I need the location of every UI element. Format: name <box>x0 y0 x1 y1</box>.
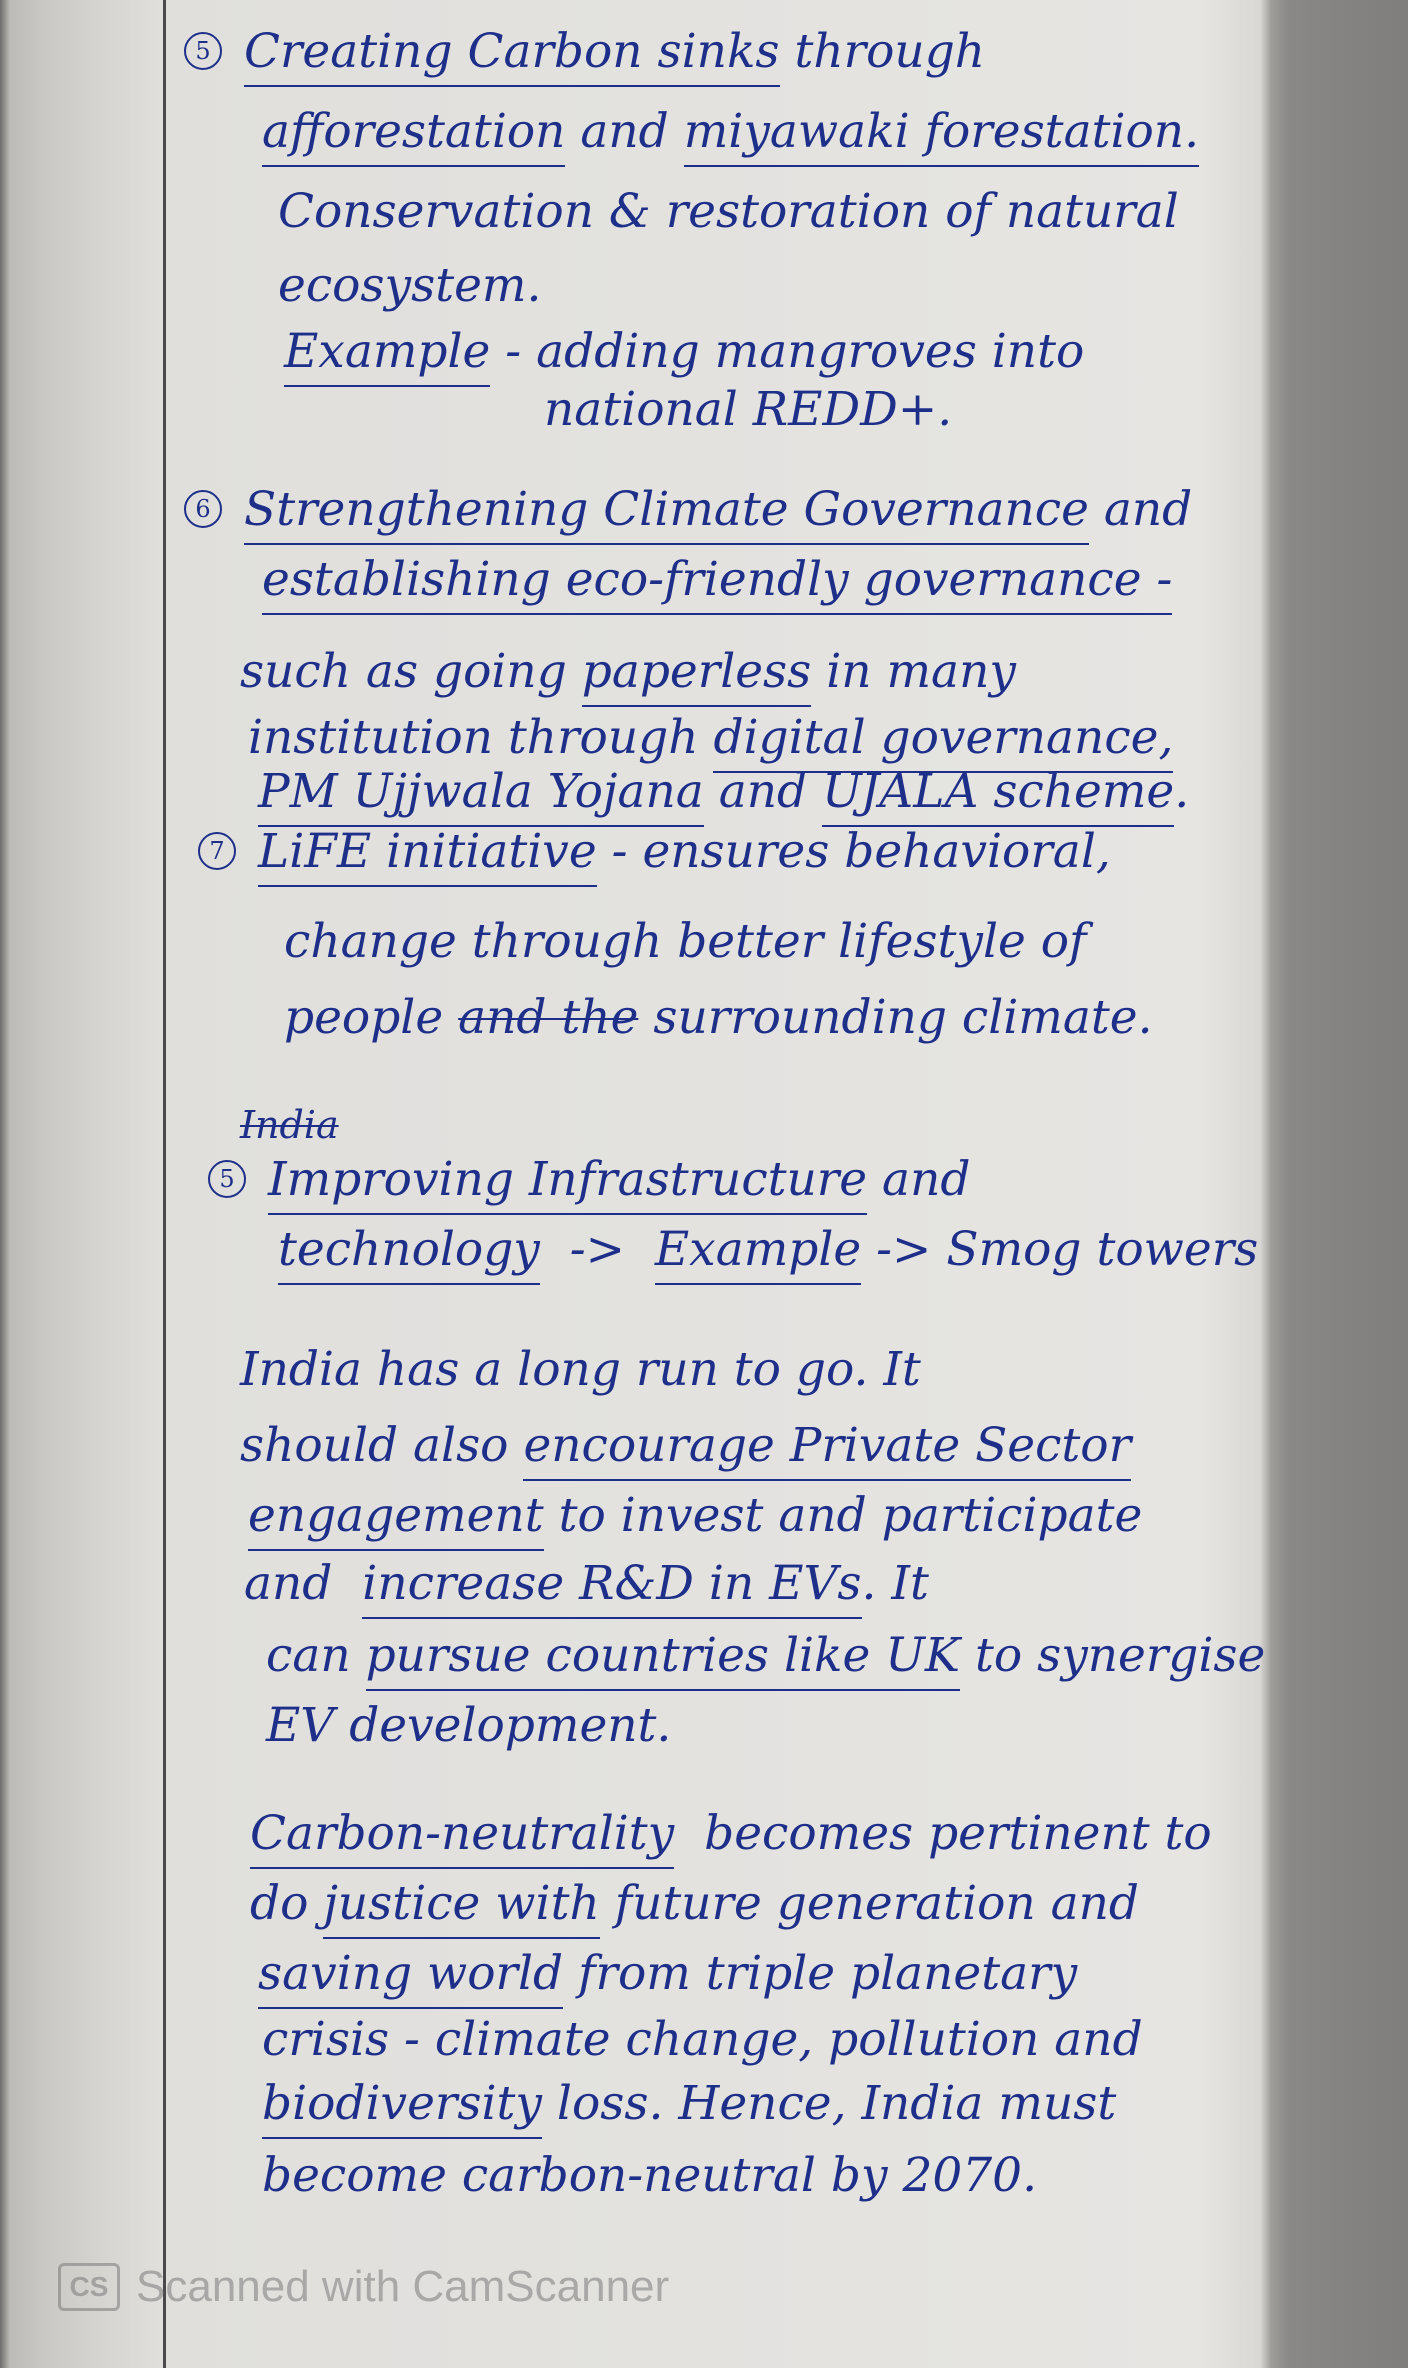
para1-l5-c: to synergise <box>974 1628 1266 1683</box>
point6-heading-line <box>184 482 1193 537</box>
point6-and-text: and <box>718 764 808 819</box>
para1-line2 <box>240 1418 1132 1473</box>
para2-l2-a: do <box>250 1876 309 1931</box>
point8-example-label: Example <box>655 1222 861 1285</box>
para1-line4 <box>244 1556 929 1611</box>
point5-example-label: Example <box>284 324 490 387</box>
point7-heading: LiFE initiative <box>258 824 597 887</box>
point7-marker: 7 <box>198 832 236 870</box>
arrow-text: -> <box>569 1222 625 1277</box>
point8-line2 <box>278 1222 1259 1277</box>
point8-marker: 5 <box>208 1160 246 1198</box>
camscanner-watermark <box>58 2262 669 2312</box>
para1-line1: India has a long run to go. It <box>240 1342 921 1397</box>
point5-marker: 5 <box>184 32 222 70</box>
technology-text: technology <box>278 1222 540 1285</box>
point5-example-line <box>284 324 1085 379</box>
point7-text: - ensures behavioral, <box>611 824 1111 879</box>
point7-line3-b: surrounding climate. <box>653 990 1153 1045</box>
private-sector-text: encourage Private Sector <box>523 1418 1131 1481</box>
point8-heading-line <box>208 1152 971 1207</box>
para2-line4: crisis - climate change, pollution and <box>262 2012 1143 2067</box>
miyawaki-text: miyawaki forestation. <box>684 104 1199 167</box>
carbon-neutrality-text: Carbon-neutrality <box>250 1806 674 1869</box>
point6-line5 <box>258 764 1190 819</box>
para2-line6: become carbon-neutral by 2070. <box>262 2148 1038 2203</box>
point7-heading-line <box>198 824 1111 879</box>
point5-example-text: - adding mangroves into <box>505 324 1085 379</box>
para2-line3 <box>258 1946 1078 2001</box>
biodiversity-text: biodiversity <box>262 2076 542 2139</box>
point6-line4 <box>248 710 1174 765</box>
ujala-scheme-text: UJALA scheme <box>822 764 1174 827</box>
digital-governance-text: digital governance, <box>713 710 1173 773</box>
para1-l3-b: to invest and participate <box>558 1488 1143 1543</box>
para2-line2 <box>250 1876 1140 1931</box>
para1-line6: EV development. <box>266 1698 672 1753</box>
para2-line5 <box>262 2076 1117 2131</box>
point5-heading-line <box>184 24 986 79</box>
point8-struck-word <box>240 1103 339 1147</box>
para2-l5-b: loss. Hence, India must <box>556 2076 1117 2131</box>
para2-line1 <box>250 1806 1212 1861</box>
point6-heading-tail: and <box>1103 482 1193 537</box>
para2-l3-b: from triple planetary <box>578 1946 1078 2001</box>
para2-l1-b: becomes pertinent to <box>704 1806 1212 1861</box>
saving-world-text: saving world <box>258 1946 563 2009</box>
point5-heading-tail: through <box>794 24 986 79</box>
engagement-text: engagement <box>248 1488 544 1551</box>
para1-l2-a: should also <box>240 1418 509 1473</box>
justice-text: justice with <box>323 1876 599 1939</box>
point5-line4: ecosystem. <box>278 258 542 313</box>
point6-line3-c: in many <box>826 644 1016 699</box>
para1-line3 <box>248 1488 1143 1543</box>
point6-line2-text: establishing eco-friendly governance - <box>262 552 1172 615</box>
paper-edge <box>1262 0 1272 2368</box>
point6-period: . <box>1174 764 1190 819</box>
point5-line2 <box>262 104 1200 159</box>
point8-heading: Improving Infrastructure <box>268 1152 867 1215</box>
point5-example-cont: national REDD+. <box>544 382 953 437</box>
paperless-text: paperless <box>582 644 812 707</box>
point6-line2 <box>262 552 1173 607</box>
watermark-text: Scanned with CamScanner <box>136 2262 670 2311</box>
and-text: and <box>580 104 669 159</box>
para2-l2-c: future generation and <box>614 1876 1140 1931</box>
point6-line3-a: such as going <box>240 644 567 699</box>
struck-india-text: India <box>240 1103 339 1147</box>
point8-heading-tail: and <box>882 1152 971 1207</box>
margin-line <box>163 0 166 2368</box>
para1-l4-a: and <box>244 1556 333 1611</box>
point7-line2: change through better lifestyle of <box>284 914 1087 969</box>
pursue-countries-text: pursue countries like UK <box>366 1628 960 1691</box>
point5-heading: Creating Carbon sinks <box>244 24 780 87</box>
afforestation-text: afforestation <box>262 104 565 167</box>
smog-towers-text: -> Smog towers <box>876 1222 1259 1277</box>
rd-evs-text: increase R&D in EVs <box>362 1556 861 1619</box>
point7-line3 <box>284 990 1153 1045</box>
pm-ujjwala-text: PM Ujjwala Yojana <box>258 764 704 827</box>
point6-line4-a: institution through <box>248 710 699 765</box>
point6-line3 <box>240 644 1016 699</box>
point6-heading: Strengthening Climate Governance <box>244 482 1089 545</box>
point6-marker: 6 <box>184 490 222 528</box>
point5-line3: Conservation & restoration of natural <box>278 184 1179 239</box>
camscanner-logo-icon: CS <box>58 2263 120 2311</box>
para1-l4-c: . It <box>861 1556 929 1611</box>
struck-text: and the <box>458 990 639 1045</box>
people-text: people <box>284 990 444 1045</box>
para1-line5 <box>266 1628 1266 1683</box>
para1-l5-a: can <box>266 1628 351 1683</box>
